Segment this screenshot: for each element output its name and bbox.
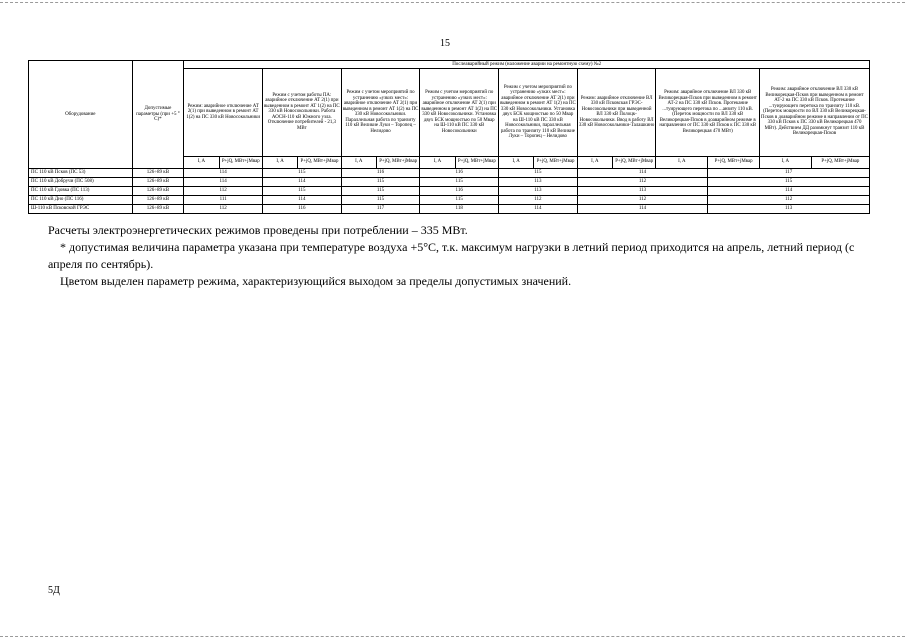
regime-value: 114 bbox=[577, 168, 707, 177]
regime-value: 116 bbox=[341, 168, 420, 177]
regime-value: 117 bbox=[708, 168, 870, 177]
sub-header-power: P+jQ, МВт+jМвар bbox=[708, 156, 760, 168]
sub-header-current: I, A bbox=[420, 156, 455, 168]
regime-value: 114 bbox=[263, 195, 342, 204]
footer-mark: 5Д bbox=[48, 585, 60, 596]
regime-value: 116 bbox=[420, 168, 499, 177]
regime-desc-8: Режим: аварийное отключение ВЛ 330 кВ Великорецкая-Псков при выведенном в ремонт АТ-2 на ПС 330 кВ Псков. Протекание ...туирующего перетока по транзиту 110 кВ. (Переток мощности по ВЛ 330 кВ Великорецкая-Псков в доаварийном режиме в направлении от ПС 330 кВ Псков к ПС 330 кВ Великорецкая 470 МВт). Действием ДД разомкнут транзит 110 кВ Великорецкая-Псков bbox=[759, 68, 869, 156]
equipment-name: ПС 110 кВ Гдовка (ПС 113) bbox=[29, 186, 133, 195]
regime-value: 115 bbox=[263, 186, 342, 195]
sub-header-power: P+jQ, МВт+jМвар bbox=[534, 156, 577, 168]
regime-value: 114 bbox=[263, 177, 342, 186]
note-footnote: * допустимая величина параметра указана при температуре воздуха +5°С, т.к. максимум нагрузки в летний период приходится на апрель, летний период (с апреля по сентябрь). bbox=[48, 240, 855, 271]
regime-value: 118 bbox=[420, 204, 499, 213]
regime-value: 115 bbox=[341, 177, 420, 186]
sub-header-current: I, A bbox=[263, 156, 298, 168]
sub-header-current: I, A bbox=[656, 156, 708, 168]
table-row bbox=[29, 195, 870, 204]
equipment-name: Ш-110 кВ Псковской ГРЭС bbox=[29, 204, 133, 213]
equipment-name: ПС 110 кВ Добручи (ПС 508) bbox=[29, 177, 133, 186]
regime-desc-7: Режим: аварийное отключение ВЛ 330 кВ Великорецкая-Псков при выведенном в ремонт АТ-2 на ПС 330 кВ Псков. Протекание ...туирующего перетока по ...анзиту 110 кВ. (Переток мощности по ВЛ 330 кВ Великорецкая-Псков в доаварийном режиме в направлении от ПС 330 кВ Псков к ПС 330 кВ Великорецкая 470 МВт) bbox=[656, 68, 760, 156]
regime-value: 114 bbox=[184, 177, 263, 186]
regime-value: 113 bbox=[708, 204, 870, 213]
equipment-name: ПС 110 кВ Псков (ПС 53) bbox=[29, 168, 133, 177]
regime-value: 113 bbox=[577, 186, 707, 195]
regime-value: 112 bbox=[499, 195, 578, 204]
sub-header-power: P+jQ, МВт+jМвар bbox=[455, 156, 498, 168]
note-color-legend: Цветом выделен параметр режима, характеризующийся выходом за пределы допустимых значений. bbox=[60, 274, 572, 288]
table-row bbox=[29, 168, 870, 177]
sub-header-power: P+jQ, МВт+jМвар bbox=[298, 156, 341, 168]
notes-block bbox=[48, 222, 868, 290]
regime-value: 115 bbox=[341, 195, 420, 204]
note-consumption: Расчеты электроэнергетических режимов проведены при потреблении – 335 МВт. bbox=[48, 223, 468, 237]
regime-table-container bbox=[28, 60, 870, 214]
sub-header-power: P+jQ, МВт+jМвар bbox=[376, 156, 419, 168]
limit-value: 126÷89 кВ bbox=[132, 204, 184, 213]
table-row bbox=[29, 177, 870, 186]
sub-header-power: P+jQ, МВт+jМвар bbox=[219, 156, 262, 168]
regime-value: 113 bbox=[499, 186, 578, 195]
scan-edge-top bbox=[0, 2, 905, 3]
regime-value: 112 bbox=[708, 195, 870, 204]
regime-value: 115 bbox=[420, 195, 499, 204]
regime-value: 116 bbox=[263, 204, 342, 213]
sub-header-power: P+jQ, МВт+jМвар bbox=[612, 156, 655, 168]
regime-value: 112 bbox=[577, 195, 707, 204]
regime-desc-4: Режим с учетом мероприятий по устранению «узких мест»: аварийное отключение АТ 2(1) при выведенном в ремонт АТ 1(2) на ПС 330 кВ Новосокольники. Установка двух БСК мощностью по 50 Мвар на Ш-110 кВ ПС 330 кВ Новосокольники bbox=[420, 68, 499, 156]
sub-header-power: P+jQ, МВт+jМвар bbox=[811, 156, 869, 168]
regime-value: 112 bbox=[184, 186, 263, 195]
table-row bbox=[29, 186, 870, 195]
regime-value: 113 bbox=[499, 177, 578, 186]
limit-value: 126÷89 кВ bbox=[132, 186, 184, 195]
limit-value: 126÷89 кВ bbox=[132, 195, 184, 204]
regime-table bbox=[28, 60, 870, 214]
regime-group-header: Послеаварийный режим (наложение аварии на ремонтную схему) №2 bbox=[184, 61, 870, 69]
regime-value: 114 bbox=[499, 204, 578, 213]
regime-value: 112 bbox=[184, 204, 263, 213]
sub-header-current: I, A bbox=[759, 156, 811, 168]
regime-value: 111 bbox=[184, 195, 263, 204]
limits-header: Допустимые параметры (при +5 ° С)* bbox=[132, 61, 184, 169]
regime-value: 114 bbox=[708, 186, 870, 195]
limit-value: 126÷89 кВ bbox=[132, 168, 184, 177]
regime-value: 114 bbox=[577, 204, 707, 213]
regime-value: 115 bbox=[708, 177, 870, 186]
regime-value: 117 bbox=[341, 204, 420, 213]
regime-desc-5: Режим с учетом мероприятий по устранению «узких мест»: аварийное отключение АТ 2(1) при выведенном в ремонт АТ 1(2) на ПС 330 кВ Новосокольники. Установка двух БСК мощностью по 50 Мвар на Ш-110 кВ ПС 330 кВ Новосокольники, параллельная работа по транзиту 110 кВ Великие Луки – Торопец – Нелидово bbox=[499, 68, 578, 156]
regime-desc-3: Режим с учетом мероприятий по устранению «узких мест»: аварийное отключение АТ 2(1) при выведенном в ремонт АТ 1(2) на ПС 330 кВ Новосокольники. Параллельная работа по транзиту 110 кВ Великие Луки – Торопец – Нелидово bbox=[341, 68, 420, 156]
regime-value: 115 bbox=[420, 177, 499, 186]
sub-header-current: I, A bbox=[184, 156, 219, 168]
regime-desc-1: Режим: аварийное отключение АТ 2(1) при выведенном в ремонт АТ 1(2) на ПС 330 кВ Новосокольники bbox=[184, 68, 263, 156]
sub-header-current: I, A bbox=[577, 156, 612, 168]
regime-value: 115 bbox=[263, 168, 342, 177]
table-row bbox=[29, 204, 870, 213]
equipment-header: Оборудование bbox=[29, 61, 133, 169]
limit-value: 126÷89 кВ bbox=[132, 177, 184, 186]
sub-header-current: I, A bbox=[499, 156, 534, 168]
regime-value: 116 bbox=[420, 186, 499, 195]
regime-desc-2: Режим с учетом работы ПА: аварийное отключение АТ 2(1) при выведенном в ремонт АТ 1(2) на ПС 330 кВ Новосокольники. Работа АОСН-110 кВ Южного узла. Отключение потребителей - 21,3 МВт bbox=[263, 68, 342, 156]
page-number: 15 bbox=[440, 38, 450, 49]
regime-desc-6: Режим: аварийное отключение ВЛ 330 кВ Псковская ГРЭС-Новосокольники при выведенной ВЛ 330 кВ Полоцк-Новосокольники. Ввод в работу ВЛ 330 кВ Новосокольники-Талашкино bbox=[577, 68, 656, 156]
regime-value: 114 bbox=[184, 168, 263, 177]
regime-value: 115 bbox=[499, 168, 578, 177]
sub-header-current: I, A bbox=[341, 156, 376, 168]
equipment-name: ПС 110 кВ Дно (ПС 116) bbox=[29, 195, 133, 204]
regime-value: 115 bbox=[341, 186, 420, 195]
regime-value: 112 bbox=[577, 177, 707, 186]
scan-edge-bottom bbox=[0, 636, 905, 637]
